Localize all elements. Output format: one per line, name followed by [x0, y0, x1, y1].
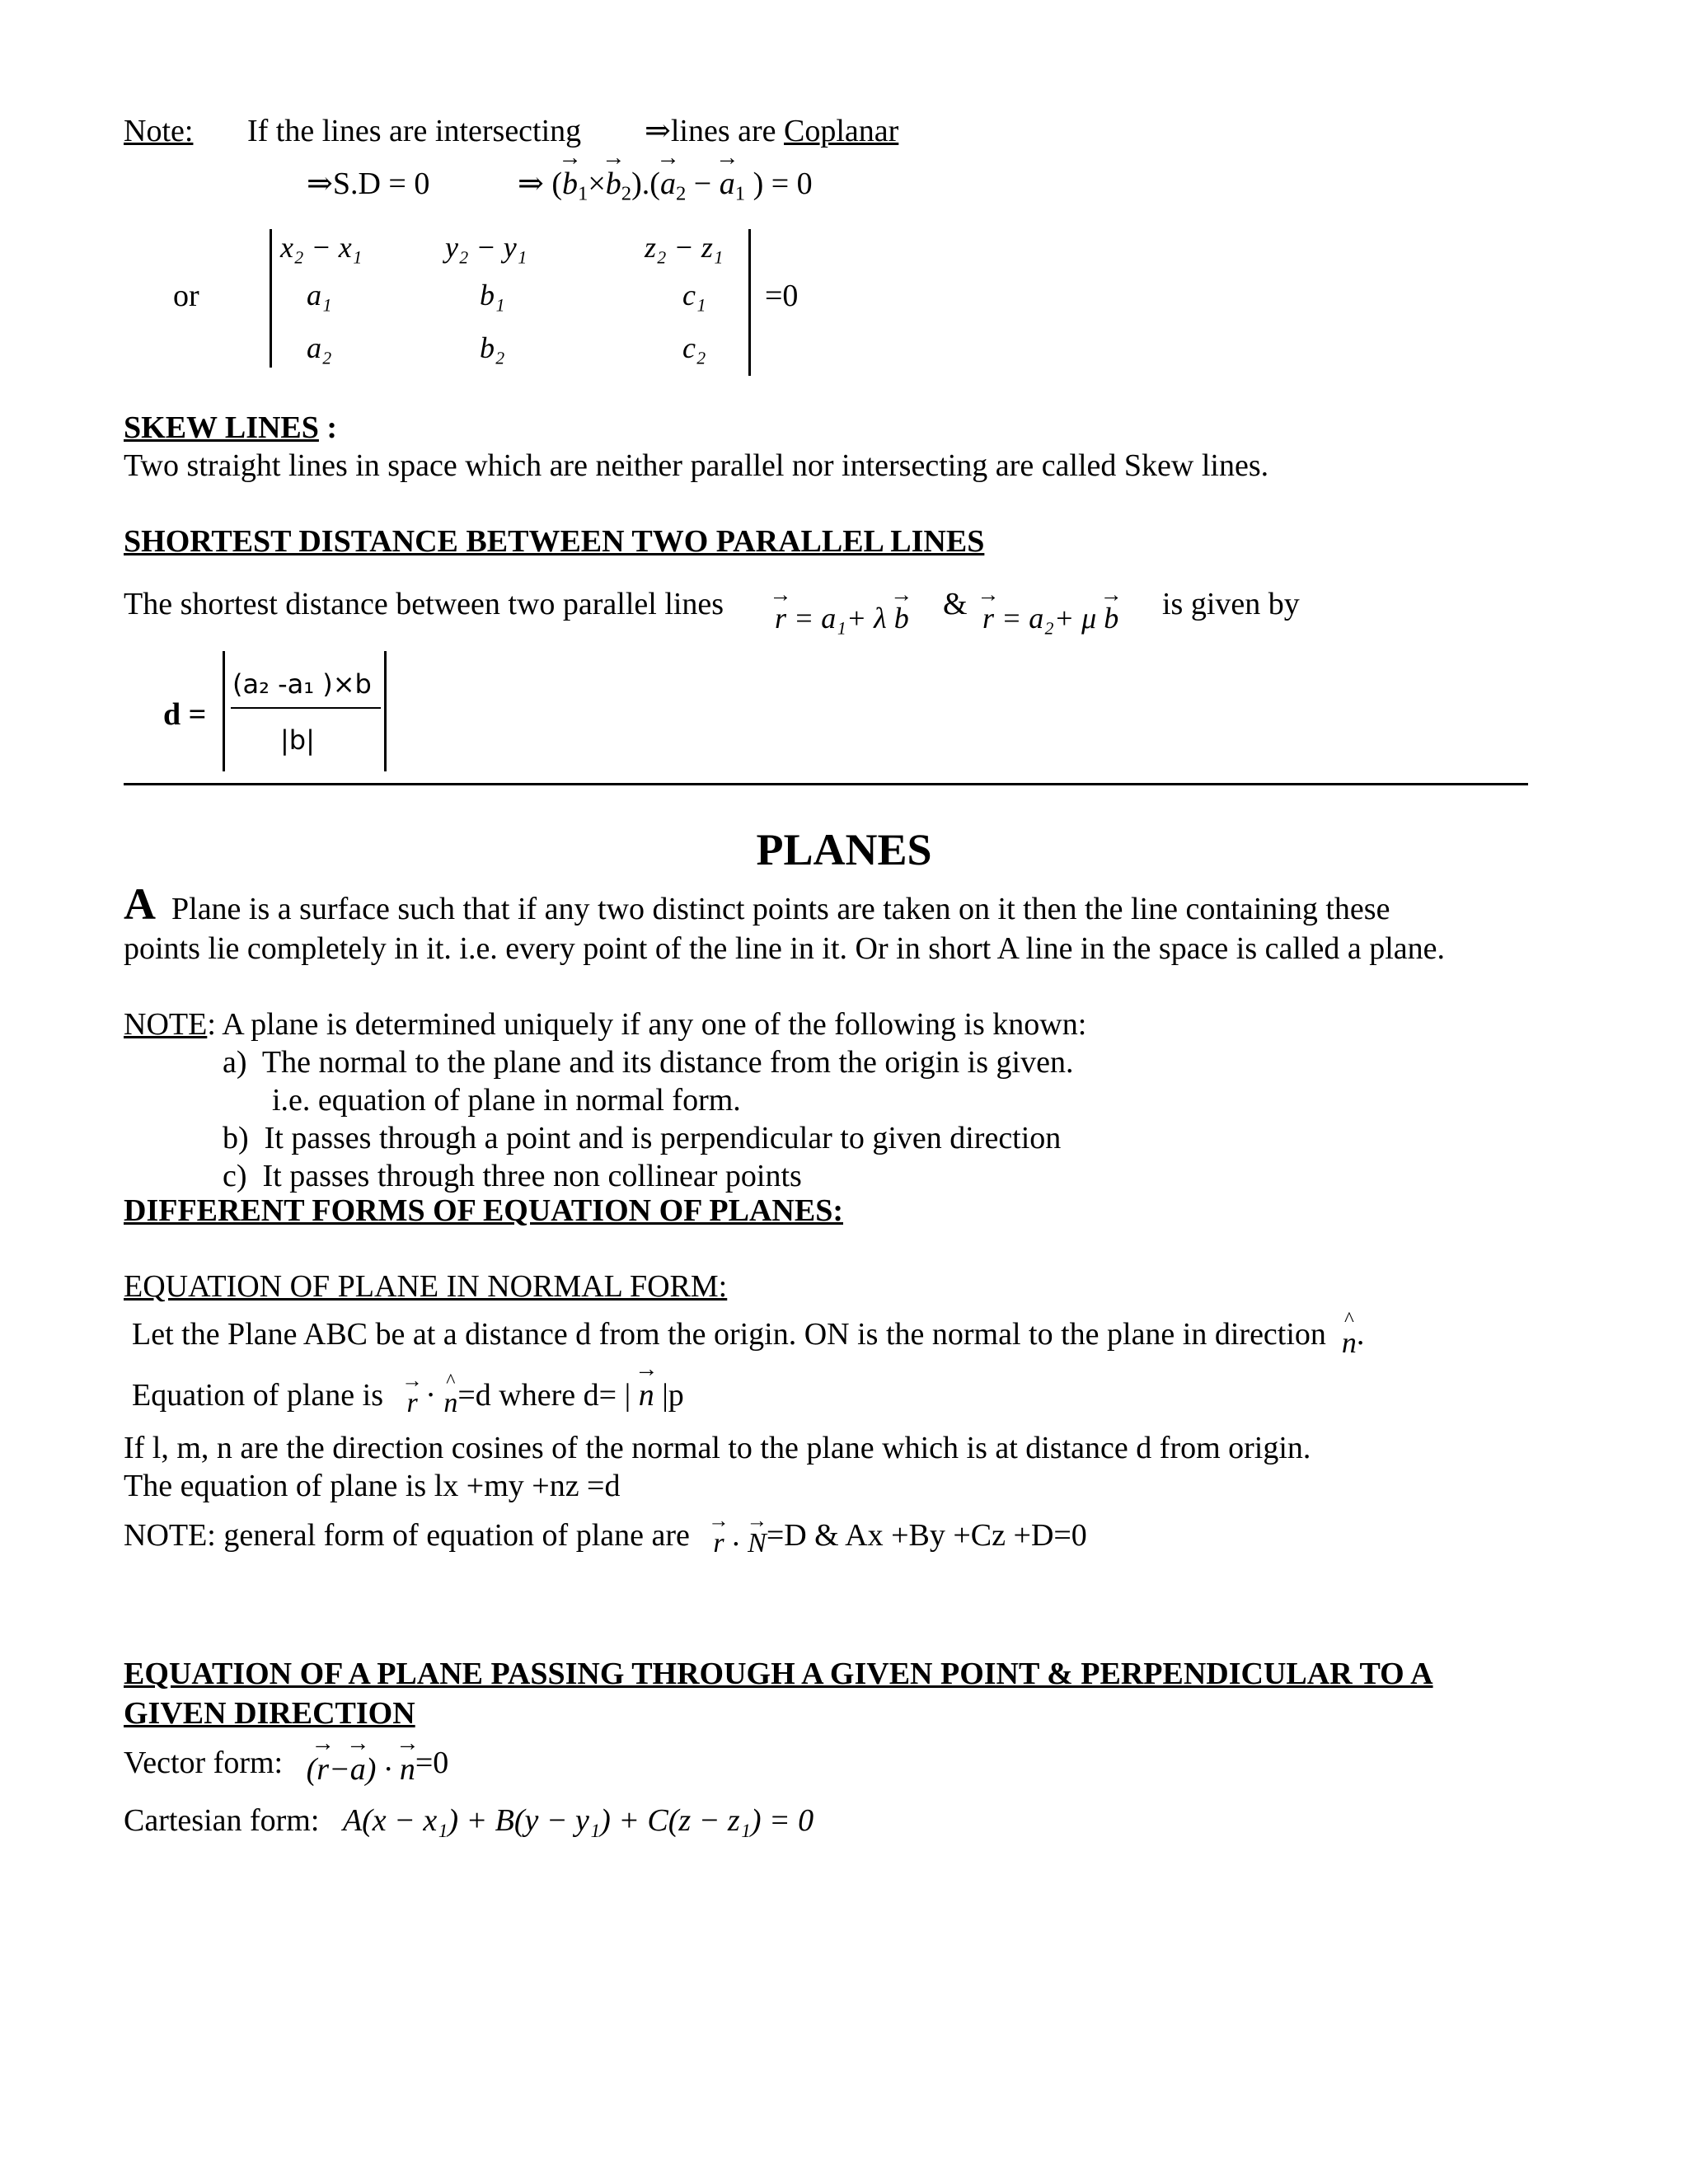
cartesian-form: Cartesian form: A(x − x₁) + B(y − y₁) + C(z − z₁) = 0: [124, 1803, 814, 1838]
section-divider: [124, 783, 1528, 785]
shortest-heading: SHORTEST DISTANCE BETWEEN TWO PARALLEL LINES: [124, 524, 985, 559]
abs-left-bar: [223, 651, 225, 771]
det-left-bar: [270, 229, 272, 368]
normal-form-equation: Equation of plane is → r · ^ n=d where d= | → n |p: [132, 1378, 684, 1419]
normal-form-heading: EQUATION OF PLANE IN NORMAL FORM:: [124, 1269, 728, 1304]
list-item: i.e. equation of plane in normal form.: [272, 1083, 741, 1118]
sd-numerator: (a₂ -a₁ )×b: [232, 668, 372, 700]
planes-definition-line1: A Plane is a surface such that if any two distinct points are taken on it then the line containing these: [124, 879, 1390, 929]
det-cell: c₂: [682, 331, 706, 364]
general-form: NOTE: general form of equation of plane are → r . → N=D & Ax +By +Cz +D=0: [124, 1518, 1087, 1559]
det-cell: b₁: [480, 279, 505, 312]
point-normal-heading-2: GIVEN DIRECTION: [124, 1696, 415, 1731]
sd-denominator: |b|: [280, 724, 315, 756]
forms-heading: DIFFERENT FORMS OF EQUATION OF PLANES:: [124, 1193, 843, 1228]
normal-form-line1: Let the Plane ABC be at a distance d from the origin. ON is the normal to the plane in direction ^ n.: [132, 1317, 1364, 1360]
det-right-bar: [748, 229, 751, 376]
fraction-line: [231, 707, 381, 709]
skew-heading: SKEW LINES :: [124, 410, 338, 445]
shortest-intro: The shortest distance between two parallel lines: [124, 587, 724, 621]
note-label: Note:: [124, 114, 194, 148]
list-item: b) It passes through a point and is perpendicular to given direction: [223, 1121, 1062, 1155]
det-cell: x₂ − x₁: [280, 231, 363, 264]
det-equals: =0: [765, 279, 799, 313]
planes-definition-line2: points lie completely in it. i.e. every point of the line in it. Or in short A line in the space is called a plane.: [124, 931, 1446, 966]
det-cell: c₁: [682, 279, 706, 312]
det-cell: b₂: [480, 331, 505, 364]
normal-form-line3: If l, m, n are the direction cosines of the normal to the plane which is at distance d from origin.: [124, 1431, 1311, 1465]
normal-form-line4: The equation of plane is lx +my +nz =d: [124, 1469, 621, 1503]
det-cell: y₂ − y₁: [445, 231, 528, 264]
coplanar-condition: ⇒ (→ $b_1\times\to b_2).(\to a_2$ − → $a_1$ ) = 0: [518, 166, 813, 206]
det-cell: a₂: [307, 331, 332, 364]
planes-note: NOTE: A plane is determined uniquely if any one of the following is known:: [124, 1007, 1087, 1042]
list-item: c) It passes through three non collinear points: [223, 1159, 802, 1193]
ampersand: &: [943, 587, 968, 621]
line-equation-1: → r = a₁+ λ → b: [775, 602, 909, 635]
skew-definition: Two straight lines in space which are neither parallel nor intersecting are called Skew lines.: [124, 448, 1269, 483]
list-item: a) The normal to the plane and its distance from the origin is given.: [223, 1045, 1074, 1080]
point-normal-heading-1: EQUATION OF A PLANE PASSING THROUGH A GIVEN POINT & PERPENDICULAR TO A: [124, 1657, 1433, 1691]
det-cell: z₂ − z₁: [645, 231, 724, 264]
planes-title: PLANES: [756, 825, 932, 874]
or-label: or: [173, 279, 199, 313]
sd-zero: ⇒S.D = 0: [307, 166, 430, 201]
is-given-by: is given by: [1162, 587, 1300, 621]
note-conclusion: ⇒lines are Coplanar: [645, 114, 899, 148]
d-label: d =: [163, 697, 207, 732]
line-equation-2: → r = a₂+ μ → b: [982, 602, 1118, 635]
vector-form: Vector form: (→ r−→ a) · → n=0: [124, 1746, 448, 1788]
det-cell: a₁: [307, 279, 332, 312]
abs-right-bar: [384, 651, 387, 771]
note-text: If the lines are intersecting: [247, 114, 582, 148]
